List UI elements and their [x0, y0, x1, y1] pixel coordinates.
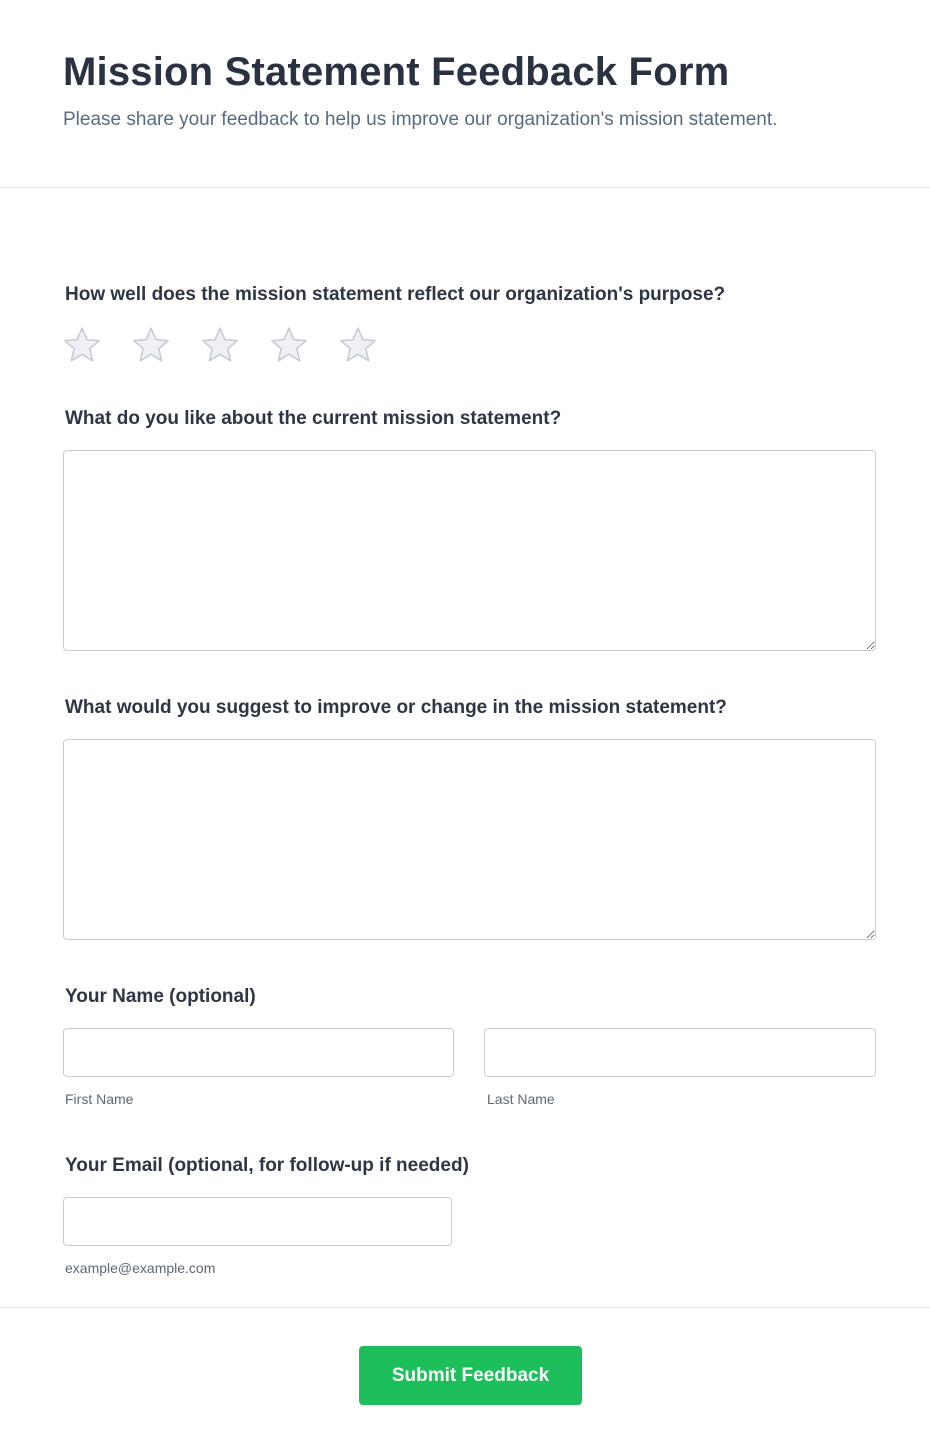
last-name-input[interactable]	[484, 1028, 876, 1077]
name-label: Your Name (optional)	[65, 986, 256, 1007]
footer-divider	[0, 1307, 930, 1308]
star-4-icon[interactable]	[269, 325, 309, 365]
first-name-input[interactable]	[63, 1028, 454, 1077]
page-subtitle: Please share your feedback to help us improve our organization's mission statement.	[63, 109, 778, 130]
likes-question-label: What do you like about the current mission statement?	[65, 408, 562, 429]
suggestions-textarea[interactable]	[63, 739, 876, 940]
page-title: Mission Statement Feedback Form	[63, 50, 730, 94]
last-name-sublabel: Last Name	[487, 1091, 555, 1107]
likes-textarea[interactable]	[63, 450, 876, 651]
star-3-icon[interactable]	[200, 325, 240, 365]
suggestions-question-label: What would you suggest to improve or change in the mission statement?	[65, 697, 727, 718]
rating-question-label: How well does the mission statement reflect our organization's purpose?	[65, 284, 726, 305]
email-label: Your Email (optional, for follow-up if needed)	[65, 1155, 469, 1176]
submit-feedback-button[interactable]: Submit Feedback	[359, 1346, 582, 1405]
star-1-icon[interactable]	[62, 325, 102, 365]
email-sublabel: example@example.com	[65, 1260, 216, 1276]
star-rating	[62, 325, 407, 365]
email-input[interactable]	[63, 1197, 452, 1246]
star-2-icon[interactable]	[131, 325, 171, 365]
first-name-sublabel: First Name	[65, 1091, 134, 1107]
star-5-icon[interactable]	[338, 325, 378, 365]
form-header	[0, 0, 930, 188]
